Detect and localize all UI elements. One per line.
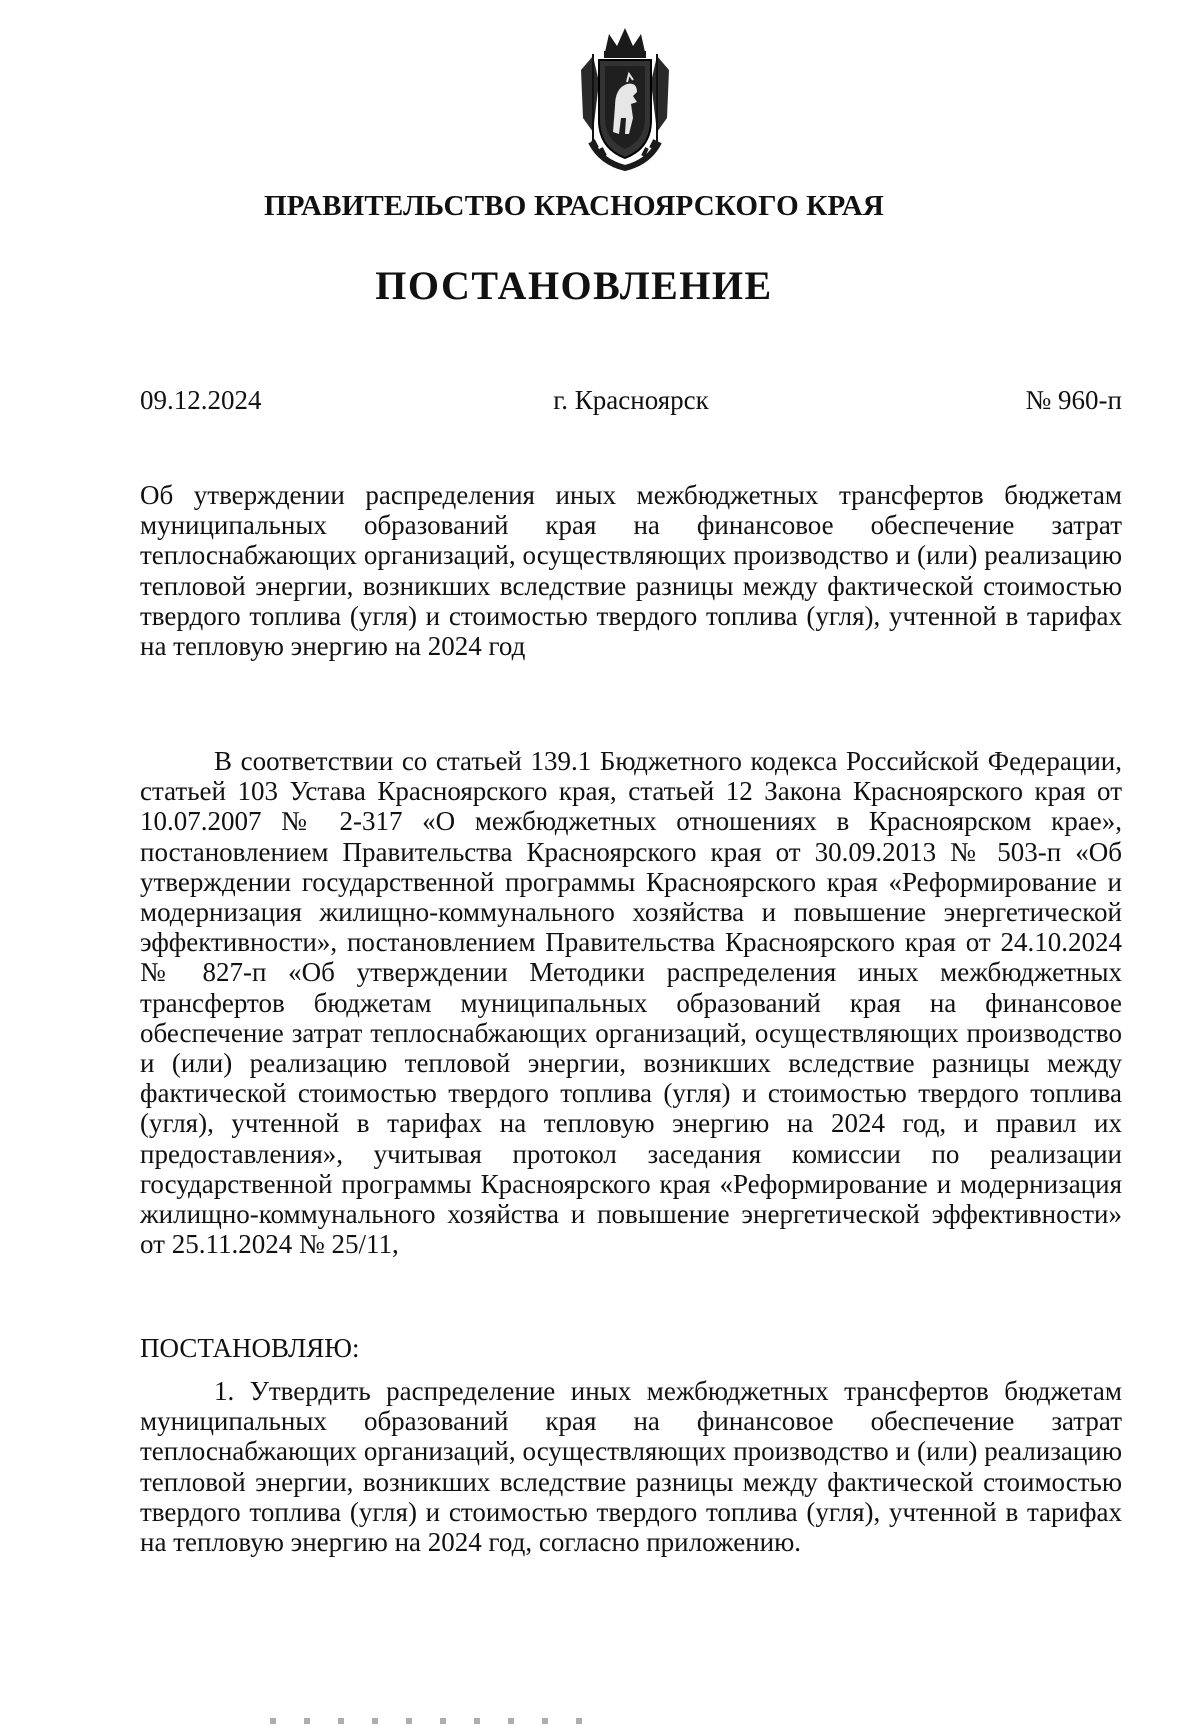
preamble-paragraph: В соответствии со статьей 139.1 Бюджетного кодекса Российской Федерации, статьей 103 Устава Красноярского края, статьей 12 Закона Красноярского края от 10.07.2007 № 2-317 «О межбюджетных отношениях в Красноярском крае», постановлением Правительства Красноярского края от 30.09.2013 № 503-п «Об утверждении государственной программы Красноярского края «Реформирование и модернизация жилищно-коммунального хозяйства и повышение энергетической эффективности», постановлением Правительства Красноярского края от 24.10.2024 № 827-п «Об утверждении Методики распределения иных межбюджетных трансфертов бюджетам муниципальных образований края на финансовое обеспечение затрат теплоснабжающих организаций, осуществляющих производство и (или) реализацию тепловой энергии, возникших вследствие разницы между фактической стоимостью твердого топлива (угля) и стоимостью твердого топлива (угля), учтенной в тарифах на тепловую энергию на 2024 год, и правил их предоставления», учитывая протокол заседания комиссии по реализации государственной программы Красноярского края «Реформирование и модернизация жилищно-коммунального хозяйства и повышение энергетической эффективности» от 25.11.2024 № 25/11, — [140, 746, 1122, 1260]
document-meta-row — [140, 385, 1122, 419]
decree-word: ПОСТАНОВЛЯЮ: — [140, 1333, 360, 1363]
document-type-heading: ПОСТАНОВЛЕНИЕ — [375, 263, 773, 308]
clause-1-paragraph: 1. Утвердить распределение иных межбюджетных трансфертов бюджетам муниципальных образований края на финансовое обеспечение затрат теплоснабжающих организаций, осуществляющих производство и (или) реализацию тепловой энергии, возникших вследствие разницы между фактической стоимостью твердого топлива (угля) и стоимостью твердого топлива (угля), учтенной в тарифах на тепловую энергию на 2024 год, согласно приложению. — [140, 1376, 1122, 1558]
document-number: № 960-п — [1025, 385, 1122, 415]
document-date: 09.12.2024 — [140, 385, 262, 415]
organization-title: ПРАВИТЕЛЬСТВО КРАСНОЯРСКОГО КРАЯ — [263, 190, 885, 222]
page-bottom-trace — [270, 1718, 610, 1724]
coat-of-arms-icon — [571, 22, 679, 172]
document-subject: Об утверждении распределения иных межбюджетных трансфертов бюджетам муниципальных образований края на финансовое обеспечение затрат теплоснабжающих организаций, осуществляющих производство и (или) реализацию тепловой энергии, возникших вследствие разницы между фактической стоимостью твердого топлива (угля) и стоимостью твердого топлива (угля), учтенной в тарифах на тепловую энергию на 2024 год — [140, 480, 1122, 662]
document-city: г. Красноярск — [553, 385, 709, 415]
